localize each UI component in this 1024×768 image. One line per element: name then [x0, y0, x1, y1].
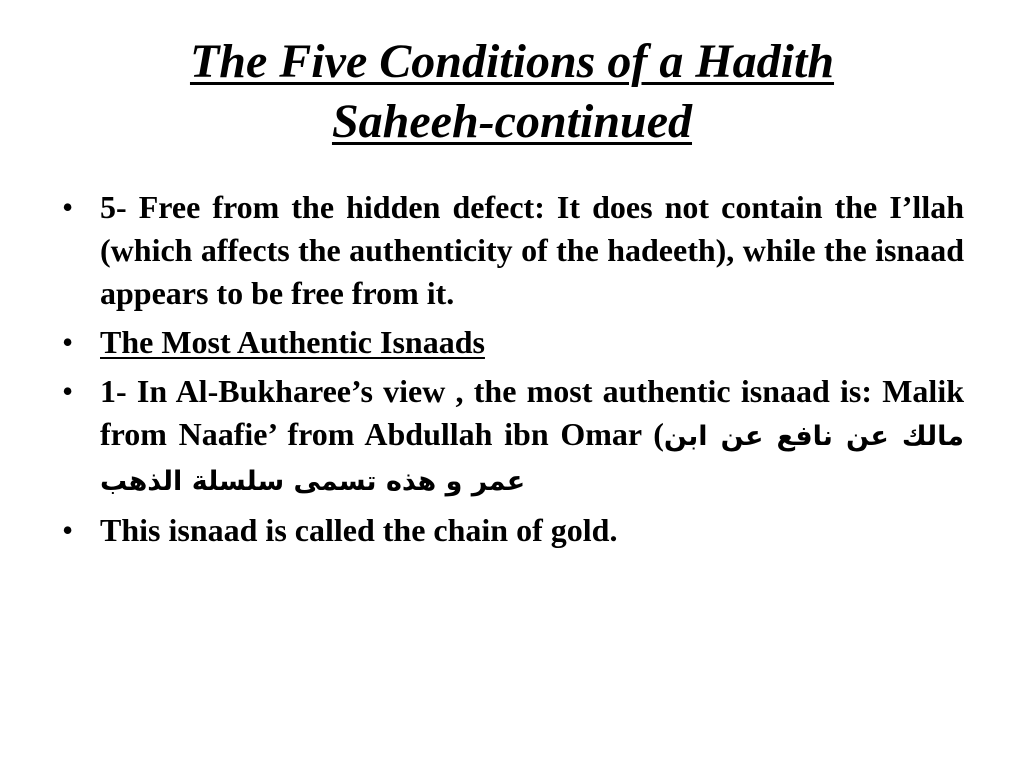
bullet-text: This isnaad is called the chain of gold.	[100, 512, 618, 548]
bullet-item-chain-of-gold	[62, 509, 964, 552]
bullet-item-bukharee-view	[62, 370, 964, 503]
slide-title	[60, 32, 964, 152]
bullet-item-hidden-defect	[62, 186, 964, 315]
title-line-1: The Five Conditions of a Hadith	[189, 35, 835, 88]
bullet-icon: •	[62, 189, 74, 225]
bullet-text: 1- In Al-Bukharee’s view , the most authentic isnaad is: Malik from Naafie’ from Abdullah ibn Omar (	[100, 373, 964, 452]
bullet-text: 5- Free from the hidden defect: It does not contain the I’llah (which affects the authenticity of the hadeeth), while the isnaad appears to be free from it.	[100, 189, 964, 311]
bullet-icon: •	[62, 324, 74, 360]
title-line-2: Saheeh-continued	[331, 95, 693, 148]
bullet-list	[62, 186, 964, 558]
bullet-heading: The Most Authentic Isnaads	[100, 324, 485, 360]
bullet-item-most-authentic-isnaads	[62, 321, 964, 364]
bullet-icon: •	[62, 512, 74, 548]
bullet-icon: •	[62, 373, 74, 409]
arabic-chain-text: مالك عن نافع عن ابن عمر و هذه تسمى سلسلة الذهب	[100, 421, 964, 497]
